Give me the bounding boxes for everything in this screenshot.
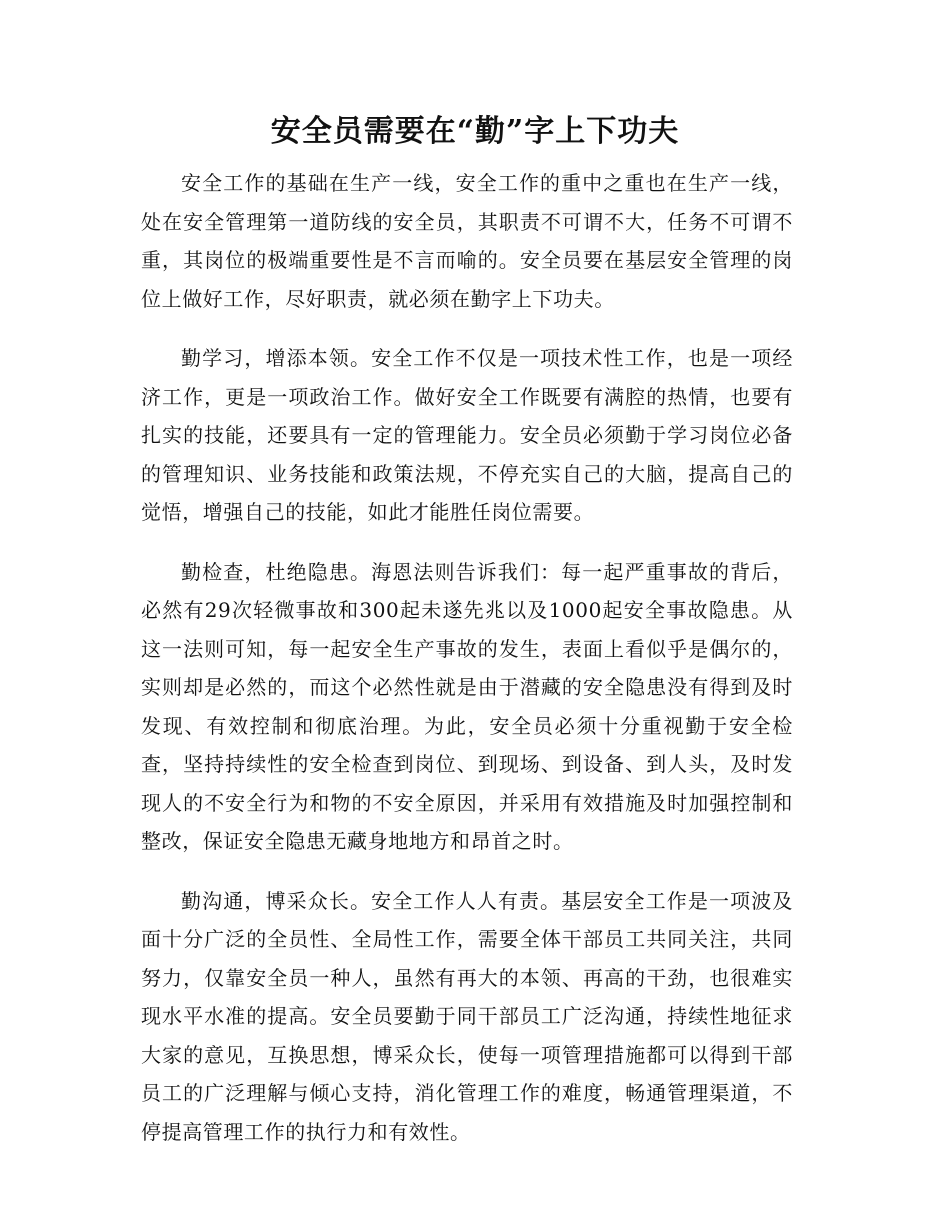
document-title: 安全员需要在“勤”字上下功夫 xyxy=(270,114,680,149)
paragraph-communication: 勤沟通，博采众长。安全工作人人有责。基层安全工作是一项波及面十分广泛的全员性、全局性工作，需要全体干部员工共同关注，共同努力，仅靠安全员一种人，虽然有再大的本领、再高的干劲，也很难实现水平水准的提高。安全员要勤于同干部员工广泛沟通，持续性地征求大家的意见，互换思想，博采众长，使每一项管理措施都可以得到干部员工的广泛理解与倾心支持，消化管理工作的难度，畅通管理渠道，不停提高管理工作的执行力和有效性。 xyxy=(141,888,793,1144)
paragraph-inspection: 勤检查，杜绝隐患。海恩法则告诉我们：每一起严重事故的背后，必然有29次轻微事故和300起未遂先兆以及1000起安全事故隐患。从这一法则可知，每一起安全生产事故的发生，表面上看似乎是偶尔的，实则却是必然的，而这个必然性就是由于潜藏的安全隐患没有得到及时发现、有效控制和彻底治理。为此，安全员必须十分重视勤于安全检查，坚持持续性的安全检查到岗位、到现场、到设备、到人头，及时发现人的不安全行为和物的不安全原因，并采用有效措施及时加强控制和整改，保证安全隐患无藏身地地方和昂首之时。 xyxy=(141,559,793,853)
document-body xyxy=(141,164,793,1172)
paragraph-study: 勤学习，增添本领。安全工作不仅是一项技术性工作，也是一项经济工作，更是一项政治工作。做好安全工作既要有满腔的热情，也要有扎实的技能，还要具有一定的管理能力。安全员必须勤于学习岗位必备的管理知识、业务技能和政策法规，不停充实自己的大脑，提高自己的觉悟，增强自己的技能，如此才能胜任岗位需要。 xyxy=(141,346,793,524)
paragraph-intro: 安全工作的基础在生产一线，安全工作的重中之重也在生产一线，处在安全管理第一道防线的安全员，其职责不可谓不大，任务不可谓不重，其岗位的极端重要性是不言而喻的。安全员要在基层安全管理的岗位上做好工作，尽好职责，就必须在勤字上下功夫。 xyxy=(141,171,793,311)
